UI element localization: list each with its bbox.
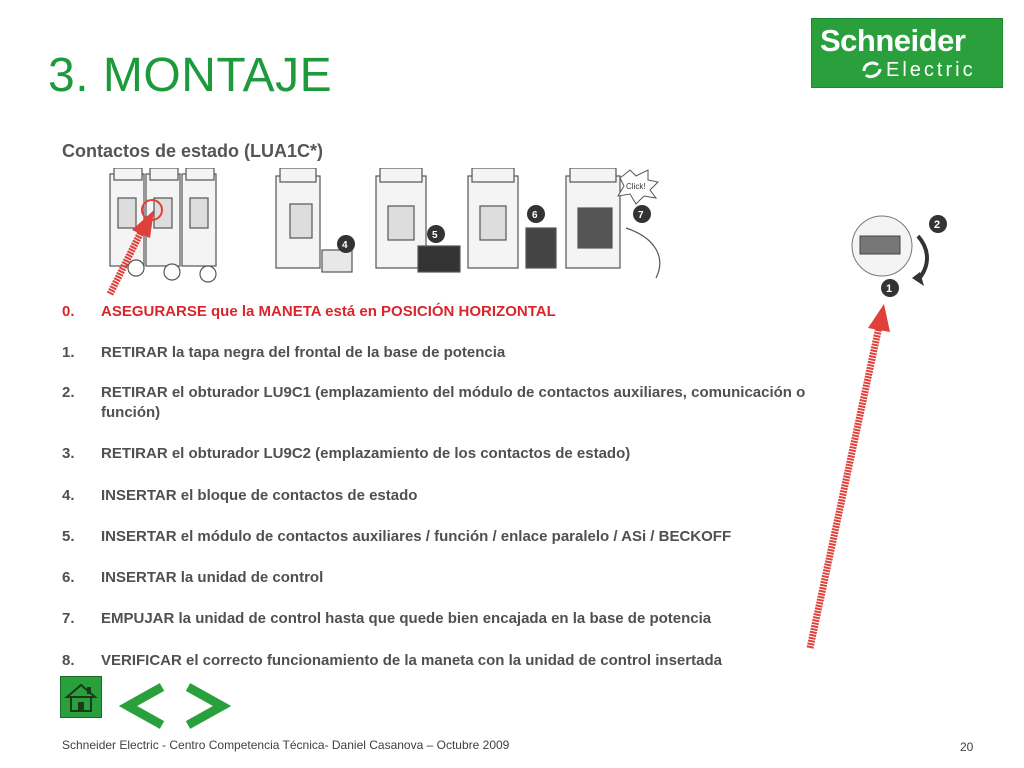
footer-text: Schneider Electric - Centro Competencia Técnica- Daniel Casanova – Octubre 2009 [62,738,510,752]
base-diagram-3 [376,168,460,272]
chevron-left-icon [128,687,162,725]
previous-slide-button[interactable] [118,683,170,729]
side-callout-2: 2 [934,219,941,231]
base-diagram-1 [110,168,216,282]
click-label: Click! [626,182,646,191]
callout-5: 5 [432,230,438,241]
side-callout-1: 1 [886,283,893,295]
home-button[interactable] [60,676,102,718]
next-slide-button[interactable] [180,683,232,729]
callout-4: 4 [342,240,348,251]
mounting-diagrams [96,168,696,296]
callout-6: 6 [532,210,538,221]
click-burst [618,170,658,204]
page-title: 3. MONTAJE [48,49,333,102]
logo-sub: Electric [886,59,976,81]
chevron-right-icon [188,687,222,725]
schneider-logo [811,18,1003,88]
callout-7: 7 [638,210,644,221]
section-subtitle: Contactos de estado (LUA1C*) [62,141,324,161]
logo-swirl-icon [860,57,884,81]
handle-rotation-diagram [848,206,954,302]
page-number: 20 [960,740,974,754]
home-icon [61,677,101,717]
base-diagram-2 [276,168,352,272]
logo-name: Schneider [820,23,966,58]
